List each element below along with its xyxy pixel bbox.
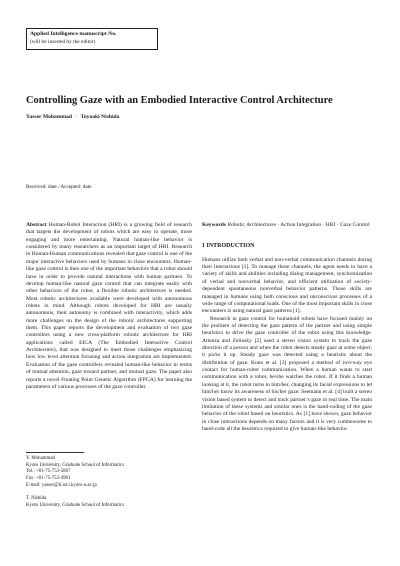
- affiliation-fax: Fax: +81-75-753-4961: [26, 476, 71, 482]
- manuscript-header-box: [26, 28, 158, 50]
- intro-paragraph-1: Humans utilize both verbal and non-verbal communication channels during their interactions [1]. To manage these channels, the agent needs to have a variety of skills and abilities including dialog management, synchronization of verbal and nonverbal behavior, and efficient utilization of society-dependent spontaneous nonverbal behavior patterns. Those skills are managed in humans using both conscious and unconscious processes of a wide range of computational loads. One of the most important skills in close encounters is using natural gaze patterns [1].: [202, 256, 372, 315]
- abstract-text: Human-Robot Interaction (HRI) is a growing field of research that targets the development of robots which are easy to operate, more engaging and more entertaining. Natural human-like behavior is considered by many researchers as an important target of HRI. Research in Human-Human communications revealed that gaze control is one of the major interactive behaviors used by humans in close encounters. Human-like gaze control is then one of the important behaviors that a robot should have in order to provide natural interactions with human partners. To develop human-like natural gaze control that can integrate easily with other behaviors of the robot, a flexible robotic architecture is needed. Most robotic architectures available were developed with autonomous robots in mind. Although robots developed for HRI are usually autonomous, their autonomy is combined with interactivity, which adds more challenges on the design of the robotic architectures supporting them. This paper reports the development and evaluation of two gaze controllers using a new cross-platform robotic architecture for HRI applications called EICA (The Embodied Interactive Control Architecture), that was designed to meet those challenges emphasizing how low level attention focusing and action integration are implemented. Evaluation of the gaze controllers revealed human-like behavior in terms of mutual attention, gaze toward partner, and mutual gaze. The paper also reports a novel Floating Point Genetic Algorithm (FPGA) for learning the parameters of various processes of the gaze controller.: [26, 222, 192, 390]
- author-name: Toyoaki Nishida: [80, 114, 120, 120]
- author-separator: ·: [75, 114, 78, 120]
- abstract-label: Abstract: [26, 222, 47, 228]
- affiliation-block: [26, 456, 196, 490]
- received-date: Received: date / Accepted: date: [26, 184, 92, 190]
- affiliation-name: T. Nishida: [26, 496, 47, 501]
- abstract: [26, 222, 192, 391]
- footnote-rule: [26, 452, 84, 453]
- affiliation-institution: Kyoto University, Graduate School of Informatics: [26, 502, 125, 508]
- affiliation-tel: Tel.: +81-75-753-5867: [26, 469, 71, 475]
- right-column: [202, 222, 372, 433]
- author-list: [26, 113, 119, 121]
- keywords-text: Robotic Architectures · Action Integration · HRI · Gaze Control: [227, 222, 370, 228]
- affiliation-block: [26, 496, 196, 509]
- paper-title: Controlling Gaze with an Embodied Interactive Control Architecture: [26, 95, 333, 106]
- intro-paragraph-2: Research in gaze control for humanoid robots have focused mainly on the problem of detecting the gaze pattern of the partner and using simple heuristics to drive the gaze controller of the robot using this knowledge. Atienza and Zelinsky [2] used a stereo vision system to track the gaze direction of a person and when the robot detects steady gaze at some object, it picks it up. Steady gaze was detected using a heuristic about the distribution of gaze. Kuno et al. [3] proposed a method of two-way eye contact for human-robot communication. When a human wants to start communication with a robot, he/she watches the robot. If it finds a human looking at it, the robot turns to him/her, changing its facial expressions to let him/her know its awareness of his/her gaze. Seemann et al. [4] built a stereo vision based system to detect and track partner’s gaze in real time. The main limitation of these systems and similar ones is the hand-coding of the gaze behavior of the robot based on heuristics. As [1] have shown, gaze behavior in close interactions depends on many factors and it is very cumbersome to hand-code all the heuristics required to give human-like behavior.: [202, 315, 372, 432]
- editor-note: (will be inserted by the editor): [30, 39, 96, 45]
- section-heading: 1 INTRODUCTION: [202, 243, 255, 250]
- keywords: [202, 222, 372, 229]
- affiliation-institution: Kyoto University, Graduate School of Informatics: [26, 462, 125, 468]
- journal-name: Applied Intelligence manuscript No.: [30, 31, 117, 37]
- keywords-label: Keywords: [202, 222, 227, 228]
- left-column: [26, 222, 192, 391]
- affiliation-name: Y. Mohammad: [26, 456, 55, 461]
- affiliation-email: E-mail: yasser@ii.ist.i.kyoto-u.ac.jp: [26, 482, 97, 488]
- author-name: Yasser Mohammad: [26, 114, 73, 120]
